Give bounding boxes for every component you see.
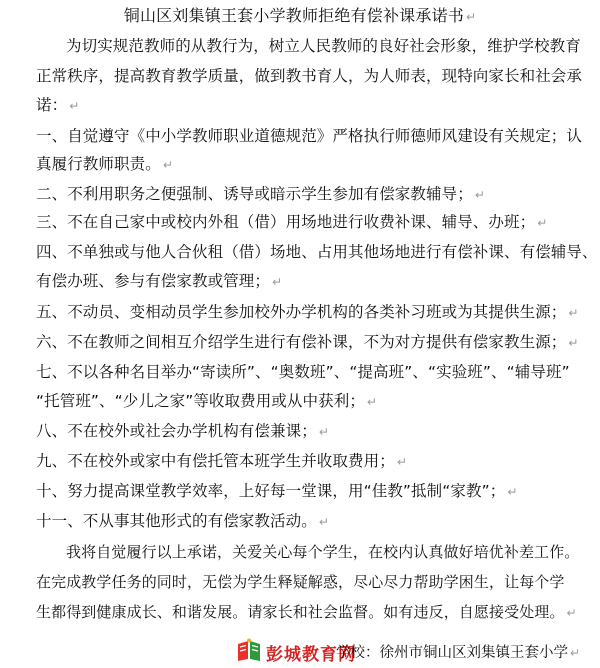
book-logo-icon	[236, 638, 262, 662]
intro-line-2: 正常秩序，提高教育教学质量，做到教书育人，为人师表，现特向家长和社会承	[36, 67, 583, 85]
item-7-line-2: “托管班”、“少儿之家”等收取费用或从中获利； ↵	[36, 392, 378, 410]
watermark-brand: 彭城教育网	[266, 645, 356, 665]
document-title: 铜山区刘集镇王套小学教师拒绝有偿补课承诺书 ↵	[123, 6, 477, 25]
item-3: 三、不在自己家中或校内外租（借）用场地进行收费补课、辅导、办班； ↵	[36, 213, 548, 231]
signature-area	[236, 636, 600, 664]
closing-line-1: 我将自觉履行以上承诺，关爱关心每个学生，在校内认真做好培优补差工作。	[66, 543, 580, 561]
intro-line-3: 诺： ↵	[36, 96, 80, 114]
item-8: 八、不在校外或社会办学机构有偿兼课； ↵	[36, 422, 329, 440]
paragraph-mark: ↵	[465, 10, 477, 24]
item-4-line-1: 四、不单独或与他人合伙租（借）场地、占用其他场地进行有偿补课、有偿辅导、	[36, 243, 598, 261]
item-2: 二、不利用职务之便强制、诱导或暗示学生参加有偿家教辅导； ↵	[36, 185, 485, 203]
intro-line-1: 为切实规范教师的从教行为，树立人民教师的良好社会形象，维护学校教育	[66, 37, 581, 55]
item-5: 五、不动员、变相动员学生参加校外办学机构的各类补习班或为其提供生源； ↵	[36, 303, 579, 321]
item-1-line-1: 一、自觉遵守《中小学教师职业道德规范》严格执行师德师风建设有关规定；认	[36, 127, 583, 145]
closing-line-2: 在完成教学任务的同时，无偿为学生释疑解惑，尽心尽力帮助学困生，让每个学	[36, 573, 565, 591]
school-line: 学校：徐州市铜山区刘集镇王套小学 ↵	[336, 645, 581, 661]
item-10: 十、努力提高课堂教学效率，上好每一堂课，用“佳教”抵制“家教”； ↵	[36, 482, 518, 500]
closing-line-3: 生都得到健康成长、和谐发展。请家长和社会监督。如有违反，自愿接受处理。 ↵	[36, 603, 577, 621]
item-9: 九、不在校外或家中有偿托管本班学生并收取费用； ↵	[36, 452, 407, 470]
item-1-line-2: 真履行教师职责。 ↵	[36, 155, 173, 173]
item-6: 六、不在教师之间相互介绍学生进行有偿补课，不为对方提供有偿家教生源； ↵	[36, 333, 579, 351]
item-4-line-2: 有偿办班、参与有偿家教或管理； ↵	[36, 272, 283, 290]
item-11: 十一、不从事其他形式的有偿家教活动。 ↵	[36, 512, 329, 530]
item-7-line-1: 七、不以各种名目举办“寄读所”、“奥数班”、“提高班”、“实验班”、“辅导班”	[36, 363, 570, 381]
